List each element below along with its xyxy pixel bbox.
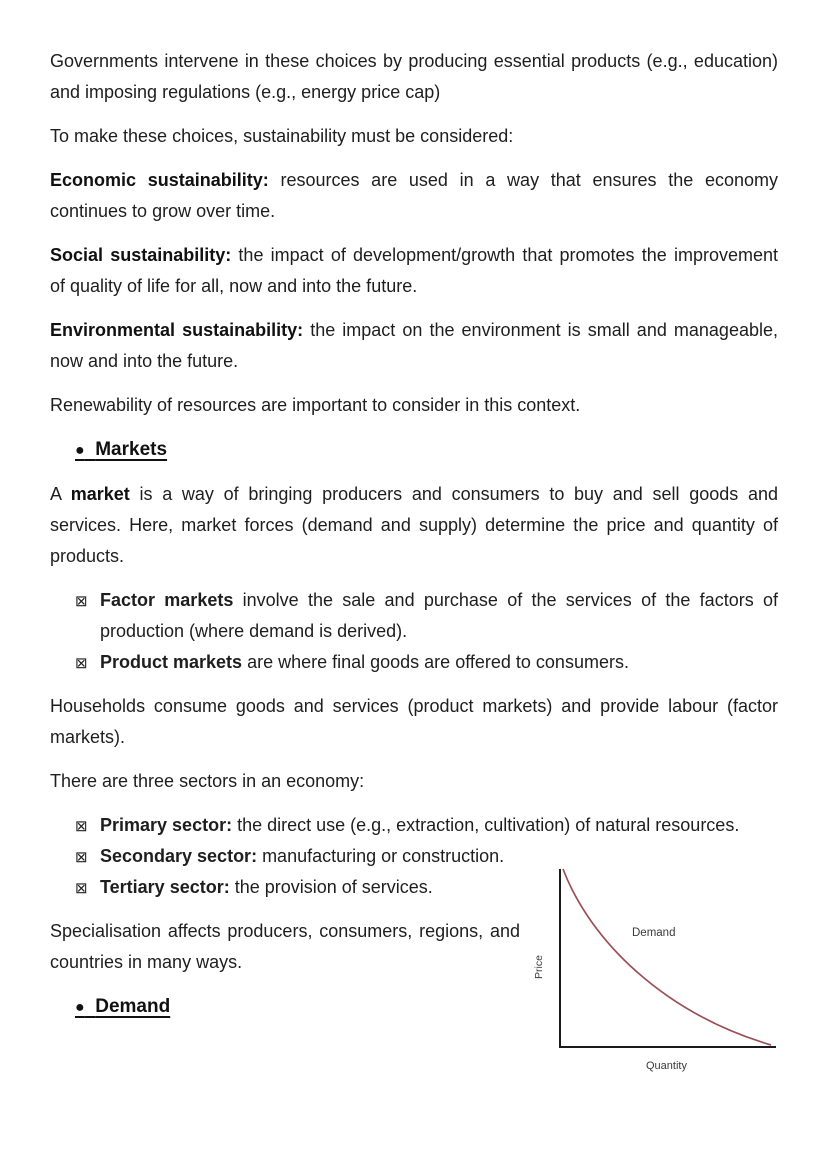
- bullet-icon: ●: [75, 442, 85, 459]
- bold-lead: Environmental sustainability:: [50, 320, 304, 340]
- paragraph-three-sectors: [50, 766, 778, 797]
- heading-underline-wrap: [75, 439, 167, 460]
- paragraph-specialisation: [50, 916, 520, 978]
- heading-label: Demand: [95, 996, 171, 1017]
- paragraph-text: resources are used in a way that ensures the economy continues to grow over time.: [50, 170, 778, 221]
- demand-curve-line: [563, 869, 771, 1045]
- bullet-icon: ●: [75, 999, 85, 1016]
- bold-lead: Social sustainability:: [50, 245, 232, 265]
- list-item-primary-sector: [50, 810, 778, 841]
- list-item-text: involve the sale and purchase of the services of the factors of production (where demand is derived).: [100, 590, 778, 641]
- bold-inline: market: [70, 484, 130, 504]
- paragraph-text: Governments intervene in these choices by producing essential products (e.g., education) and imposing regulations (e.g., energy price cap): [50, 51, 778, 102]
- heading-markets: [50, 434, 778, 466]
- bold-lead: Economic sustainability:: [50, 170, 269, 190]
- bold-lead: Factor markets: [100, 590, 234, 610]
- paragraph-social-sustainability: [50, 240, 778, 302]
- price-axis-label: Price: [533, 955, 545, 979]
- box-bullet-icon: ⊠: [75, 593, 88, 610]
- paragraph-governments: [50, 46, 778, 108]
- box-bullet-icon: ⊠: [75, 849, 88, 866]
- demand-curve-svg: [528, 855, 828, 1080]
- paragraph-text: A: [50, 484, 71, 504]
- heading-label: Markets: [95, 439, 168, 460]
- paragraph-text: Renewability of resources are important to consider in this context.: [50, 395, 581, 415]
- paragraph-text: To make these choices, sustainability must be considered:: [50, 126, 514, 146]
- paragraph-text: Specialisation affects producers, consumers, regions, and countries in many ways.: [50, 921, 520, 972]
- paragraph-environmental-sustainability: [50, 315, 778, 377]
- bold-lead: Tertiary sector:: [100, 877, 230, 897]
- list-item-product-markets: [50, 647, 778, 678]
- list-item-text: the provision of services.: [229, 877, 433, 897]
- list-item-text: are where final goods are offered to consumers.: [242, 652, 629, 672]
- bold-lead: Product markets: [100, 652, 243, 672]
- chart-axes: [560, 869, 776, 1047]
- demand-curve-chart: [528, 855, 828, 1080]
- list-item-tertiary-sector: [50, 872, 570, 903]
- box-bullet-icon: ⊠: [75, 818, 88, 835]
- paragraph-text: There are three sectors in an economy:: [50, 771, 365, 791]
- demand-curve-label: Demand: [632, 927, 676, 939]
- bold-lead: Secondary sector:: [100, 846, 258, 866]
- paragraph-choices: [50, 121, 778, 152]
- paragraph-text: the impact of development/growth that promotes the improvement of quality of life for all, now and into the future.: [50, 245, 778, 296]
- markets-list: [50, 585, 778, 678]
- paragraph-text: Households consume goods and services (product markets) and provide labour (factor markets).: [50, 696, 778, 747]
- quantity-axis-label: Quantity: [646, 1060, 687, 1072]
- paragraph-text: the impact on the environment is small and manageable, now and into the future.: [50, 320, 778, 371]
- box-bullet-icon: ⊠: [75, 655, 88, 672]
- paragraph-text: is a way of bringing producers and consumers to buy and sell goods and services. Here, market forces (demand and supply) determine the price and quantity of products.: [50, 484, 778, 566]
- box-bullet-icon: ⊠: [75, 880, 88, 897]
- list-item-secondary-sector: [50, 841, 570, 872]
- list-item-text: the direct use (e.g., extraction, cultivation) of natural resources.: [232, 815, 740, 835]
- list-item-factor-markets: [50, 585, 778, 647]
- bold-lead: Primary sector:: [100, 815, 233, 835]
- paragraph-households: [50, 691, 778, 753]
- paragraph-renewability: [50, 390, 778, 421]
- paragraph-economic-sustainability: [50, 165, 778, 227]
- list-item-text: manufacturing or construction.: [257, 846, 505, 866]
- heading-underline-wrap: [75, 996, 170, 1017]
- paragraph-market-definition: [50, 479, 778, 572]
